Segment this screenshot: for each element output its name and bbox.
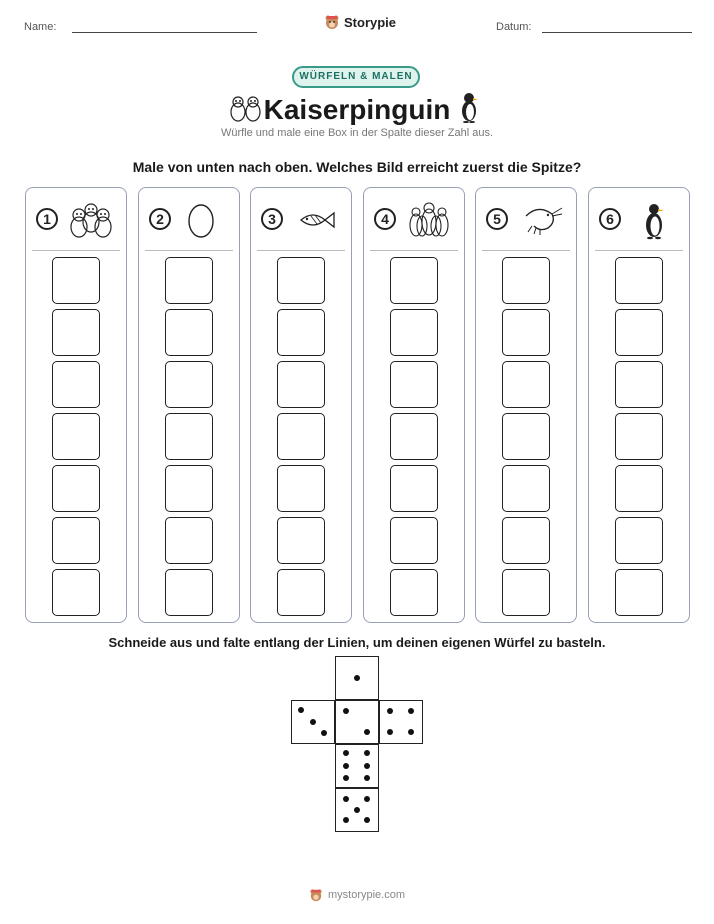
die-pip (408, 708, 414, 714)
title-penguin-icon (458, 91, 480, 123)
die-face-1 (335, 656, 379, 700)
color-box[interactable] (502, 361, 550, 408)
brand-logo (324, 14, 396, 30)
color-box[interactable] (615, 257, 663, 304)
die-pip (343, 708, 349, 714)
column-number: 6 (599, 208, 621, 230)
column-number: 3 (261, 208, 283, 230)
color-box[interactable] (277, 413, 325, 460)
die-pip (343, 817, 349, 823)
die-pip (354, 807, 360, 813)
color-box[interactable] (502, 569, 550, 616)
color-box[interactable] (502, 413, 550, 460)
color-box[interactable] (502, 517, 550, 564)
die-pip (343, 775, 349, 781)
color-box[interactable] (52, 361, 100, 408)
column-header (251, 188, 351, 252)
die-pip (387, 708, 393, 714)
color-box[interactable] (165, 413, 213, 460)
page-title: Kaiserpinguin (263, 94, 451, 125)
color-box[interactable] (502, 257, 550, 304)
color-box[interactable] (615, 309, 663, 356)
column-header (139, 188, 239, 252)
die-pip (387, 729, 393, 735)
color-box[interactable] (390, 257, 438, 304)
category-badge: WÜRFELN & MALEN (292, 66, 420, 88)
column-number: 2 (149, 208, 171, 230)
column-2 (138, 187, 240, 623)
die-face-4 (379, 700, 423, 744)
column-4 (363, 187, 465, 623)
footer (0, 888, 714, 902)
color-box[interactable] (615, 413, 663, 460)
column-header (589, 188, 689, 252)
column-header (26, 188, 126, 252)
die-pip (343, 796, 349, 802)
column-divider (370, 250, 458, 251)
column-divider (482, 250, 570, 251)
color-box[interactable] (52, 257, 100, 304)
column-5 (475, 187, 577, 623)
color-box[interactable] (165, 309, 213, 356)
storypie-bear-icon (309, 888, 323, 902)
die-pip (298, 707, 304, 713)
date-label: Datum: (496, 21, 532, 33)
color-box[interactable] (165, 569, 213, 616)
die-pip (310, 719, 316, 725)
egg-icon (181, 200, 227, 240)
color-box[interactable] (165, 257, 213, 304)
cut-instruction: Schneide aus und falte entlang der Linien, um deinen eigenen Würfel zu basteln. (108, 635, 606, 650)
column-divider (145, 250, 233, 251)
footer-url: mystorypie.com (327, 889, 406, 901)
color-box[interactable] (615, 569, 663, 616)
color-box[interactable] (165, 361, 213, 408)
color-box[interactable] (390, 569, 438, 616)
column-header (476, 188, 576, 252)
color-box[interactable] (502, 309, 550, 356)
die-pip (364, 763, 370, 769)
color-box[interactable] (277, 569, 325, 616)
color-box[interactable] (52, 517, 100, 564)
die-face-2 (335, 700, 379, 744)
instruction: Male von unten nach oben. Welches Bild erreicht zuerst die Spitze? (132, 159, 582, 175)
die-pip (343, 750, 349, 756)
color-box[interactable] (390, 517, 438, 564)
color-box[interactable] (615, 517, 663, 564)
subtitle: Würfle und male eine Box in der Spalte dieser Zahl aus. (220, 127, 494, 139)
color-box[interactable] (390, 413, 438, 460)
die-face-3 (291, 700, 335, 744)
color-box[interactable] (390, 465, 438, 512)
column-number: 5 (486, 208, 508, 230)
color-box[interactable] (277, 517, 325, 564)
color-box[interactable] (165, 517, 213, 564)
column-divider (595, 250, 683, 251)
brand-name: Storypie (344, 14, 397, 30)
column-divider (32, 250, 120, 251)
penguin-icon (631, 200, 677, 240)
die-pip (364, 729, 370, 735)
column-3 (250, 187, 352, 623)
shrimp-icon (518, 200, 564, 240)
penguin-huddle-icon (406, 200, 452, 240)
color-box[interactable] (502, 465, 550, 512)
color-box[interactable] (277, 465, 325, 512)
penguin-chicks-icon (68, 200, 114, 240)
color-box[interactable] (52, 465, 100, 512)
fish-icon (293, 200, 339, 240)
color-box[interactable] (52, 309, 100, 356)
name-line[interactable] (72, 32, 257, 33)
color-box[interactable] (277, 309, 325, 356)
die-face-6 (335, 744, 379, 788)
color-box[interactable] (277, 257, 325, 304)
die-pip (321, 730, 327, 736)
column-6 (588, 187, 690, 623)
die-pip (364, 750, 370, 756)
die-pip (343, 763, 349, 769)
name-label: Name: (24, 21, 57, 33)
column-header (364, 188, 464, 252)
color-box[interactable] (390, 309, 438, 356)
column-number: 4 (374, 208, 396, 230)
color-box[interactable] (615, 361, 663, 408)
storypie-bear-icon (324, 14, 340, 30)
color-box[interactable] (277, 361, 325, 408)
color-box[interactable] (52, 413, 100, 460)
die-pip (364, 775, 370, 781)
date-line[interactable] (542, 32, 692, 33)
column-1 (25, 187, 127, 623)
color-box[interactable] (390, 361, 438, 408)
die-pip (408, 729, 414, 735)
die-pip (364, 817, 370, 823)
die-pip (364, 796, 370, 802)
color-box[interactable] (615, 465, 663, 512)
column-number: 1 (36, 208, 58, 230)
color-box[interactable] (165, 465, 213, 512)
color-box[interactable] (52, 569, 100, 616)
die-face-5 (335, 788, 379, 832)
die-pip (354, 675, 360, 681)
column-divider (257, 250, 345, 251)
